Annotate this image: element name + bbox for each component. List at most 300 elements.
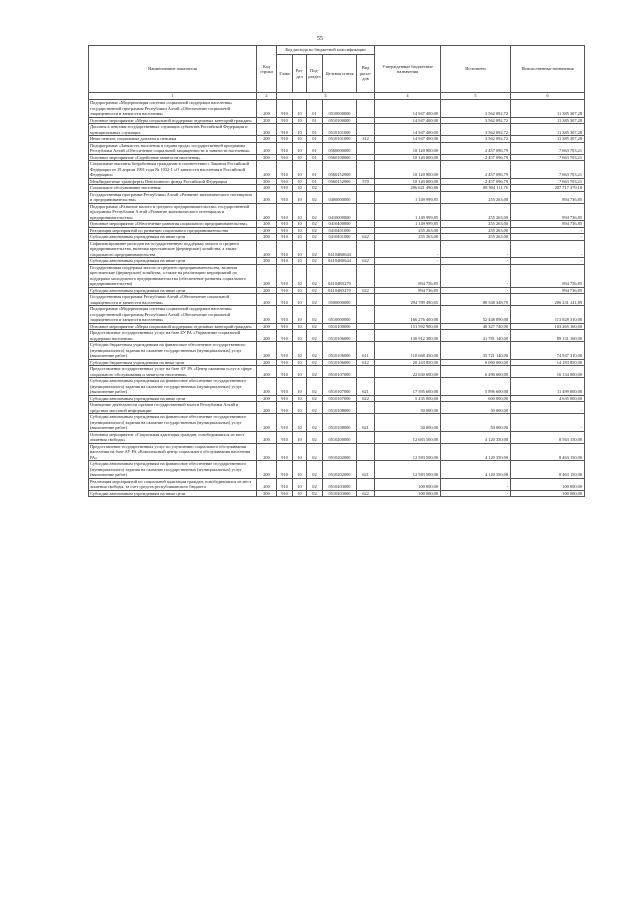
- row-section: 10: [293, 443, 307, 461]
- row-section: 10: [293, 359, 307, 366]
- row-expense-type: [357, 330, 375, 342]
- row-section: 10: [293, 227, 307, 234]
- row-name: Иные пенсии, социальные доплаты к пенсиям: [89, 136, 257, 143]
- col-subsection: Под-раздел: [307, 55, 323, 93]
- row-subsection: 02: [307, 378, 323, 396]
- row-expense-type: [357, 306, 375, 324]
- row-unexecuted: 74 947 310,00: [511, 342, 585, 360]
- row-approved: 14 947 400,00: [375, 100, 441, 118]
- row-approved: 255 263,00: [375, 234, 441, 241]
- row-executed: 4 120 350,00: [441, 443, 511, 461]
- row-executed: 3 562 092,72: [441, 100, 511, 118]
- row-name: Основное мероприятие «Содействие занятости населения»: [89, 154, 257, 161]
- row-name: Подпрограмма «Модернизация системы социальной поддержки населения» государственной программы Республики Алтай «Обеспечение социальной защищенности и занятости населения»: [89, 306, 257, 324]
- row-unexecuted: -: [511, 258, 585, 265]
- row-chapter: 910: [277, 431, 293, 443]
- row-chapter: 910: [277, 221, 293, 228]
- row-unexecuted: 207 717 379,10: [511, 185, 585, 192]
- row-expense-type: [357, 366, 375, 378]
- row-approved: 130 912 300,00: [375, 330, 441, 342]
- row-section: 10: [293, 264, 307, 287]
- table-row: [89, 461, 585, 479]
- row-approved: 12 583 500,00: [375, 461, 441, 479]
- row-subsection: 02: [307, 431, 323, 443]
- row-unexecuted: 11 385 307,28: [511, 117, 585, 124]
- col-chapter: Глава: [277, 55, 293, 93]
- row-executed: 3 562 092,72: [441, 117, 511, 124]
- row-chapter: 910: [277, 178, 293, 185]
- row-approved: 894 736,85: [375, 287, 441, 294]
- row-line-code: 200: [257, 287, 277, 294]
- row-expense-type: [357, 264, 375, 287]
- row-chapter: 910: [277, 342, 293, 360]
- row-section: 10: [293, 154, 307, 161]
- row-section: 10: [293, 203, 307, 221]
- row-target: 04104R5270: [323, 287, 357, 294]
- row-approved: 50 000,00: [375, 414, 441, 432]
- row-subsection: 02: [307, 227, 323, 234]
- row-section: 10: [293, 431, 307, 443]
- row-chapter: 910: [277, 443, 293, 461]
- row-executed: -: [441, 490, 511, 497]
- row-executed: 3 562 092,72: [441, 136, 511, 143]
- row-executed: 35 721 140,00: [441, 342, 511, 360]
- row-section: 10: [293, 117, 307, 124]
- row-chapter: 910: [277, 203, 293, 221]
- row-subsection: 02: [307, 461, 323, 479]
- index-cell: 5: [441, 93, 511, 100]
- row-subsection: 02: [307, 490, 323, 497]
- row-unexecuted: 8 463 150,00: [511, 443, 585, 461]
- row-section: 10: [293, 234, 307, 241]
- row-executed: -: [441, 258, 511, 265]
- row-line-code: 200: [257, 124, 277, 136]
- row-line-code: 200: [257, 294, 277, 306]
- row-unexecuted: 113 828 310,00: [511, 306, 585, 324]
- row-target: 0510000000: [323, 100, 357, 118]
- row-target: 0510000000: [323, 306, 357, 324]
- col-expense-type: Вид расхо-дов: [357, 55, 375, 93]
- row-unexecuted: 7 663 703,21: [511, 142, 585, 154]
- row-name: Реализация мероприятий по развитию социального предпринимательства: [89, 227, 257, 234]
- row-chapter: 910: [277, 142, 293, 154]
- table-row: [89, 366, 585, 378]
- index-row: [89, 93, 585, 100]
- col-executed: Исполнено: [441, 46, 511, 93]
- row-expense-type: 622: [357, 490, 375, 497]
- row-approved: 14 947 400,00: [375, 136, 441, 143]
- row-chapter: 910: [277, 478, 293, 490]
- row-line-code: 200: [257, 178, 277, 185]
- row-section: 10: [293, 258, 307, 265]
- row-target: 0510106000: [323, 342, 357, 360]
- row-name: Основное мероприятие «Меры социальной поддержки отдельных категорий граждан»: [89, 323, 257, 330]
- row-unexecuted: 11 385 307,28: [511, 124, 585, 136]
- table-row: [89, 124, 585, 136]
- row-section: 10: [293, 378, 307, 396]
- col-approved: Утвержденные бюджетные назначения: [375, 46, 441, 93]
- row-line-code: 200: [257, 414, 277, 432]
- row-chapter: 910: [277, 414, 293, 432]
- table-row: [89, 203, 585, 221]
- row-executed: 4 120 350,00: [441, 461, 511, 479]
- row-line-code: 200: [257, 185, 277, 192]
- row-executed: 88 548 348,70: [441, 294, 511, 306]
- row-line-code: 200: [257, 342, 277, 360]
- row-chapter: 910: [277, 136, 293, 143]
- row-unexecuted: 16 134 000,00: [511, 366, 585, 378]
- row-approved: 894 736,85: [375, 264, 441, 287]
- row-line-code: 200: [257, 258, 277, 265]
- row-approved: 10 120 800,00: [375, 178, 441, 185]
- row-executed: 255 263,00: [441, 203, 511, 221]
- row-target: 0510107000: [323, 366, 357, 378]
- row-chapter: 910: [277, 323, 293, 330]
- table-row: [89, 191, 585, 203]
- row-unexecuted: 7 663 703,21: [511, 161, 585, 179]
- row-chapter: 910: [277, 359, 293, 366]
- row-executed: 255 263,00: [441, 221, 511, 228]
- row-expense-type: 312: [357, 136, 375, 143]
- row-name: Государственная поддержка малого и среднего предпринимательства, включая крестьянские (фермерские) хозяйства, а также на реализацию мероприятий по поддержке молодежного предпринимательства (обеспечение развития социального предпринимательства): [89, 264, 257, 287]
- row-approved: 10 120 800,00: [375, 154, 441, 161]
- row-unexecuted: 100 000,00: [511, 478, 585, 490]
- row-executed: 41 781 140,00: [441, 330, 511, 342]
- row-approved: 14 947 400,00: [375, 117, 441, 124]
- row-subsection: 01: [307, 178, 323, 185]
- row-approved: 294 789 490,65: [375, 294, 441, 306]
- row-section: 10: [293, 366, 307, 378]
- row-chapter: 910: [277, 395, 293, 402]
- row-chapter: 910: [277, 185, 293, 192]
- row-unexecuted: 11 499 000,00: [511, 378, 585, 396]
- row-target: 0560152900: [323, 178, 357, 185]
- row-target: 0510100000: [323, 323, 357, 330]
- row-expense-type: [357, 203, 375, 221]
- row-unexecuted: 894 736,85: [511, 203, 585, 221]
- row-chapter: 910: [277, 294, 293, 306]
- table-row: [89, 294, 585, 306]
- row-approved: 255 263,00: [375, 227, 441, 234]
- row-executed: -: [441, 264, 511, 287]
- row-section: 10: [293, 402, 307, 414]
- row-line-code: 200: [257, 234, 277, 241]
- row-section: 10: [293, 294, 307, 306]
- row-chapter: 910: [277, 161, 293, 179]
- row-chapter: 910: [277, 402, 293, 414]
- row-target: 0560000000: [323, 142, 357, 154]
- row-section: 10: [293, 287, 307, 294]
- row-subsection: 02: [307, 294, 323, 306]
- row-expense-type: 612: [357, 359, 375, 366]
- row-unexecuted: -: [511, 414, 585, 432]
- col-section: Раз-дел: [293, 55, 307, 93]
- row-subsection: 02: [307, 323, 323, 330]
- row-subsection: 02: [307, 366, 323, 378]
- row-unexecuted: 7 663 703,21: [511, 178, 585, 185]
- row-expense-type: 622: [357, 395, 375, 402]
- row-approved: -: [375, 240, 441, 258]
- row-line-code: 200: [257, 117, 277, 124]
- row-chapter: 910: [277, 490, 293, 497]
- row-expense-type: [357, 240, 375, 258]
- row-approved: 22 630 600,00: [375, 366, 441, 378]
- row-subsection: 01: [307, 117, 323, 124]
- row-line-code: 200: [257, 240, 277, 258]
- row-unexecuted: 7 663 703,21: [511, 154, 585, 161]
- row-line-code: 200: [257, 306, 277, 324]
- row-approved: 12 583 500,00: [375, 443, 441, 461]
- table-row: [89, 478, 585, 490]
- row-chapter: 910: [277, 258, 293, 265]
- row-name: Основное мероприятие «Социальная адаптация граждан, освободившихся из мест лишения свободы»: [89, 431, 257, 443]
- row-expense-type: 570: [357, 178, 375, 185]
- row-approved: 50 000,00: [375, 402, 441, 414]
- row-subsection: 01: [307, 124, 323, 136]
- row-approved: -: [375, 258, 441, 265]
- table-row: [89, 342, 585, 360]
- row-line-code: 200: [257, 323, 277, 330]
- row-unexecuted: 894 736,85: [511, 287, 585, 294]
- index-cell: 6: [511, 93, 585, 100]
- row-line-code: 200: [257, 100, 277, 118]
- row-target: 0510202000: [323, 461, 357, 479]
- row-name: Государственная программа Республики Алтай «Обеспечение социальной защищенности и занятости населения»: [89, 294, 257, 306]
- row-target: 0510108000: [323, 402, 357, 414]
- row-name: Государственная программа Республики Алтай «Развитие экономического потенциала и предпринимательства»: [89, 191, 257, 203]
- row-name: Предоставление государственных услуг по улучшению социального обслуживания населения на базе АУ РА «Комплексный центр социального обслуживания населения РА»: [89, 443, 257, 461]
- row-target: 0400000000: [323, 191, 357, 203]
- row-section: 10: [293, 478, 307, 490]
- row-executed: 6 060 000,00: [441, 359, 511, 366]
- row-line-code: 200: [257, 136, 277, 143]
- row-line-code: 200: [257, 161, 277, 179]
- row-target: 0510106000: [323, 359, 357, 366]
- row-subsection: 02: [307, 264, 323, 287]
- row-section: 10: [293, 323, 307, 330]
- row-unexecuted: 14 183 850,00: [511, 359, 585, 366]
- row-chapter: 910: [277, 461, 293, 479]
- row-name: Подпрограмма «Модернизация системы социальной поддержки населения» государственной программы Республики Алтай «Обеспечение социальной защищенности и занятости населения»: [89, 100, 257, 118]
- row-line-code: 200: [257, 221, 277, 228]
- table-body: [89, 93, 585, 497]
- row-expense-type: [357, 402, 375, 414]
- row-name: Основное мероприятие «Меры социальной поддержки отдельных категорий граждан»: [89, 117, 257, 124]
- row-expense-type: 621: [357, 461, 375, 479]
- row-line-code: 200: [257, 154, 277, 161]
- row-approved: 296 621 490,86: [375, 185, 441, 192]
- row-chapter: 910: [277, 240, 293, 258]
- row-target: 0510107000: [323, 378, 357, 396]
- table-row: [89, 100, 585, 118]
- index-cell: 3: [277, 93, 375, 100]
- row-chapter: 910: [277, 234, 293, 241]
- row-target: 0410000000: [323, 203, 357, 221]
- row-subsection: 02: [307, 185, 323, 192]
- row-executed: 6 496 600,00: [441, 366, 511, 378]
- row-target: 0510108000: [323, 414, 357, 432]
- row-unexecuted: 206 231 141,89: [511, 294, 585, 306]
- row-subsection: 02: [307, 306, 323, 324]
- row-subsection: 02: [307, 443, 323, 461]
- row-chapter: 910: [277, 227, 293, 234]
- row-subsection: 02: [307, 414, 323, 432]
- row-name: Социальное обслуживание населения: [89, 185, 257, 192]
- row-executed: 2 457 096,79: [441, 161, 511, 179]
- row-name: Субсидии бюджетным учреждениям на иные цели: [89, 359, 257, 366]
- table-row: [89, 306, 585, 324]
- row-executed: 50 000,00: [441, 414, 511, 432]
- row-expense-type: [357, 191, 375, 203]
- row-name: Субсидии автономным учреждениям на иные цели: [89, 258, 257, 265]
- row-executed: 3 562 092,72: [441, 124, 511, 136]
- row-section: 10: [293, 178, 307, 185]
- row-section: 10: [293, 136, 307, 143]
- row-unexecuted: 894 736,85: [511, 191, 585, 203]
- row-name: Подпрограмма «Занятость населения и охрана труда» государственной программы Республики Алтай «Обеспечение социальной защищенности и занятости населения»: [89, 142, 257, 154]
- row-target: 0410401000: [323, 227, 357, 234]
- row-target: 0510100000: [323, 117, 357, 124]
- row-name: Субсидии автономным учреждениям на финансовое обеспечение государственного (муниципального) задания на оказание государственных (муниципальных) услуг (выполнение работ): [89, 378, 257, 396]
- row-executed: 88 904 111,76: [441, 185, 511, 192]
- row-name: Софинансирование расходов на государственную поддержку малого и среднего предпринимательства, включая крестьянские (фермерские) хозяйства, а также социального предпринимательства: [89, 240, 257, 258]
- row-section: 10: [293, 490, 307, 497]
- row-section: 10: [293, 330, 307, 342]
- row-line-code: 200: [257, 191, 277, 203]
- row-subsection: 02: [307, 191, 323, 203]
- row-unexecuted: 103 265 160,00: [511, 323, 585, 330]
- row-subsection: 01: [307, 142, 323, 154]
- row-name: Предоставление государственных услуг на базе БУ РА «Управление социальной поддержки населения»: [89, 330, 257, 342]
- row-expense-type: 621: [357, 414, 375, 432]
- table-row: [89, 490, 585, 497]
- row-target: 0560152900: [323, 161, 357, 179]
- row-name: Доплаты к пенсиям государственных служащих субъектов Российской Федерации и муниципальных служащих: [89, 124, 257, 136]
- row-section: 10: [293, 414, 307, 432]
- row-target: 0500000000: [323, 294, 357, 306]
- row-executed: 5 896 600,00: [441, 378, 511, 396]
- row-line-code: 200: [257, 142, 277, 154]
- row-expense-type: [357, 431, 375, 443]
- row-subsection: 01: [307, 161, 323, 179]
- row-target: 0510200000: [323, 431, 357, 443]
- row-executed: 2 457 096,79: [441, 142, 511, 154]
- row-section: 10: [293, 306, 307, 324]
- row-section: 10: [293, 100, 307, 118]
- row-unexecuted: 4 635 000,00: [511, 395, 585, 402]
- row-unexecuted: 894 736,85: [511, 264, 585, 287]
- row-name: Подпрограмма «Развитие малого и среднего предпринимательства» государственной программы Республики Алтай «Развитие экономического потенциала и предпринимательства»: [89, 203, 257, 221]
- row-section: 10: [293, 221, 307, 228]
- row-subsection: 02: [307, 203, 323, 221]
- row-line-code: 200: [257, 402, 277, 414]
- row-approved: 1 149 999,85: [375, 203, 441, 221]
- row-section: 10: [293, 191, 307, 203]
- page-number: 55: [317, 36, 323, 42]
- row-section: 10: [293, 161, 307, 179]
- row-line-code: 200: [257, 227, 277, 234]
- table-row: [89, 264, 585, 287]
- row-target: 04104R5270: [323, 264, 357, 287]
- row-section: 10: [293, 185, 307, 192]
- table-header: [89, 46, 585, 93]
- row-target: 04104R0644: [323, 258, 357, 265]
- row-executed: 50 000,00: [441, 402, 511, 414]
- row-target: 0510203000: [323, 478, 357, 490]
- row-executed: 255 263,00: [441, 191, 511, 203]
- row-chapter: 910: [277, 154, 293, 161]
- row-target: 0510203000: [323, 490, 357, 497]
- row-chapter: 910: [277, 287, 293, 294]
- row-expense-type: 611: [357, 342, 375, 360]
- row-unexecuted: -: [511, 402, 585, 414]
- row-line-code: 200: [257, 443, 277, 461]
- row-unexecuted: -: [511, 227, 585, 234]
- table-row: [89, 330, 585, 342]
- row-line-code: 200: [257, 359, 277, 366]
- row-target: 0410401000: [323, 234, 357, 241]
- row-subsection: 02: [307, 258, 323, 265]
- row-approved: 1 149 999,85: [375, 221, 441, 228]
- row-executed: 48 327 740,00: [441, 323, 511, 330]
- row-section: 10: [293, 124, 307, 136]
- row-subsection: 02: [307, 478, 323, 490]
- row-unexecuted: -: [511, 240, 585, 258]
- row-line-code: 200: [257, 264, 277, 287]
- row-target: 0510101000: [323, 124, 357, 136]
- row-unexecuted: 8 463 150,00: [511, 461, 585, 479]
- row-name: Субсидии автономным учреждениям на иные цели: [89, 395, 257, 402]
- index-cell: 2: [257, 93, 277, 100]
- row-approved: 20 243 850,00: [375, 359, 441, 366]
- index-cell: 4: [375, 93, 441, 100]
- row-subsection: 01: [307, 136, 323, 143]
- row-name: Субсидии автономным учреждениям на иные цели: [89, 490, 257, 497]
- row-chapter: 910: [277, 117, 293, 124]
- row-target: 04104R0644: [323, 240, 357, 258]
- row-name: Социальные выплаты безработным гражданам в соответствии с Законом Российской Федерации от 19 апреля 1991 года № 1032-1 «О занятости населения в Российской Федерации»: [89, 161, 257, 179]
- row-chapter: 910: [277, 264, 293, 287]
- row-chapter: 910: [277, 124, 293, 136]
- row-unexecuted: 89 131 160,00: [511, 330, 585, 342]
- row-subsection: 02: [307, 402, 323, 414]
- row-executed: -: [441, 478, 511, 490]
- row-expense-type: 622: [357, 258, 375, 265]
- row-subsection: 02: [307, 395, 323, 402]
- row-name: Межбюджетные трансферты Пенсионного фонда Российской Федерации: [89, 178, 257, 185]
- table-row: [89, 240, 585, 258]
- row-name: Предоставление государственных услуг на базе АУ РА «Центр оказания услуг в сфере социального обслуживания и занятости населения»: [89, 366, 257, 378]
- row-name: Субсидии бюджетным учреждениям на финансовое обеспечение государственного (муниципального) задания на оказание государственных (муниципальных) услуг (выполнение работ): [89, 342, 257, 360]
- row-subsection: 02: [307, 342, 323, 360]
- table-row: [89, 161, 585, 179]
- row-executed: 255 263,00: [441, 234, 511, 241]
- row-name: Субсидии автономным учреждениям на иные цели: [89, 287, 257, 294]
- row-section: 10: [293, 240, 307, 258]
- budget-execution-table: [88, 45, 585, 497]
- table-row: [89, 414, 585, 432]
- row-name: Освещение деятельности органов государственной власти Республики Алтай в средствах массовой информации: [89, 402, 257, 414]
- row-line-code: 200: [257, 490, 277, 497]
- row-unexecuted: 8 563 150,00: [511, 431, 585, 443]
- row-expense-type: 622: [357, 287, 375, 294]
- row-approved: 100 000,00: [375, 490, 441, 497]
- row-approved: 1 149 999,85: [375, 191, 441, 203]
- row-subsection: 02: [307, 234, 323, 241]
- row-subsection: 02: [307, 330, 323, 342]
- row-section: 10: [293, 142, 307, 154]
- table-row: [89, 378, 585, 396]
